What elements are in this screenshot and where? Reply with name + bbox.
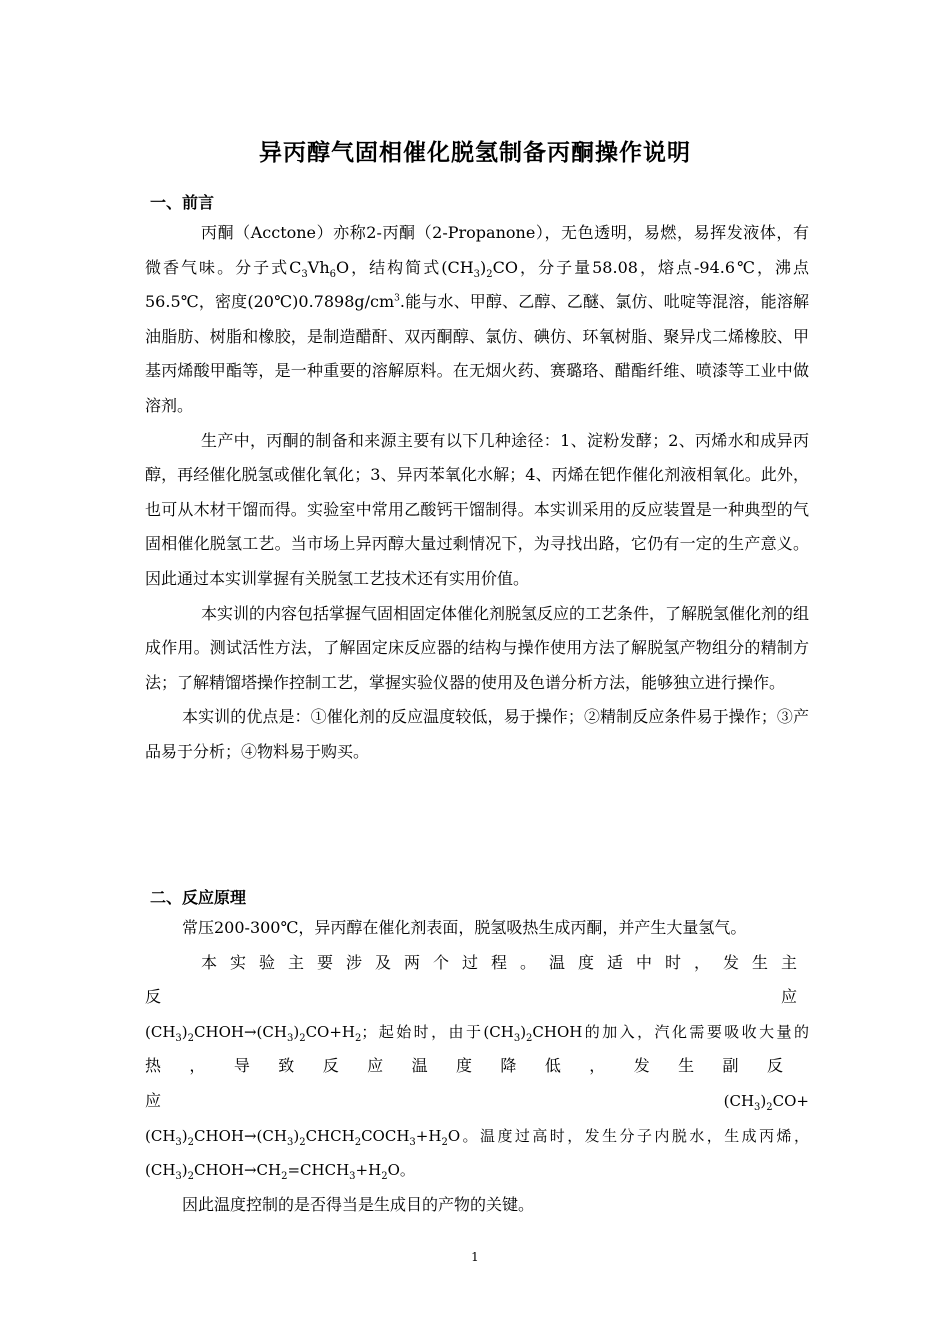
section-heading-preface: 一、前言 bbox=[150, 193, 215, 212]
principle-paragraph-2-line-1: 本实验主要涉及两个过程。温度适中时，发生主反应 bbox=[145, 952, 809, 1007]
principle-body bbox=[145, 911, 809, 1222]
preface-paragraph-1: 丙酮（Acctone）亦称2-丙酮（2-Propanone），无色透明，易燃，易挥发液体，有微香气味。分子式$C_3Vh_6O$，结构简式$(CH_3)_2CO$，分子量58.08，熔点-94.6℃，沸点56.5℃，密度$(20℃)0.7898g/cm^3$.能与水、甲醇、乙醇、乙醚、氯仿、吡啶等混溶，能溶解油脂肪、树脂和橡胶，是制造醋酐、双丙酮醇、氯仿、碘仿、环氧树脂、聚异戊二烯橡胶、甲基丙烯酸甲酯等，是一种重要的溶解原料。在无烟火药、赛璐珞、醋酯纤维、喷漆等工业中做溶剂。 bbox=[145, 223, 809, 415]
principle-paragraph-3: 因此温度控制的是否得当是生成目的产物的关键。 bbox=[182, 1194, 535, 1214]
preface-paragraph-4: 本实训的优点是：①催化剂的反应温度较低，易于操作；②精制反应条件易于操作；③产品易于分析；④物料易于购买。 bbox=[145, 707, 809, 761]
principle-paragraph-1: 常压200-300℃，异丙醇在催化剂表面，脱氢吸热生成丙酮，并产生大量氢气。 bbox=[182, 918, 747, 937]
preface-paragraph-3: 本实训的内容包括掌握气固相固定体催化剂脱氢反应的工艺条件，了解脱氢催化剂的组成作用。测试活性方法，了解固定床反应器的结构与操作使用方法了解脱氢产物组分的精制方法；了解精馏塔操作控制工艺，掌握实验仪器的使用及色谱分析方法，能够独立进行操作。 bbox=[145, 603, 810, 692]
reaction-side-line: 热，导致反应温度降低，发生副反应$(CH_3)_2CO+$ bbox=[145, 1056, 809, 1113]
page-number: 1 bbox=[471, 1250, 479, 1264]
reaction-side: $(CH_3)_2CHOH\to(CH_3)_2CHCH_2COCH_3+H_2O$。温度过高时，发生分子内脱水，生成丙烯， bbox=[145, 1126, 809, 1148]
section-heading-principle: 二、反应原理 bbox=[150, 888, 247, 907]
document-title: 异丙醇气固相催化脱氢制备丙酮操作说明 bbox=[259, 140, 691, 166]
preface-body bbox=[145, 216, 809, 770]
preface-paragraph-2: 生产中，丙酮的制备和来源主要有以下几种途径：1、淀粉发酵；2、丙烯水和成异丙醇，再经催化脱氢或催化氧化；3、异丙苯氧化水解；4、丙烯在钯作催化剂液相氧化。此外，也可从木材干馏而得。实验室中常用乙酸钙干馏制得。本实训采用的反应装置是一种典型的气固相催化脱氢工艺。当市场上异丙醇大量过剩情况下，为寻找出路，它仍有一定的生产意义。因此通过本实训掌握有关脱氢工艺技术还有实用价值。 bbox=[145, 430, 809, 588]
reaction-dehydration: $(CH_3)_2CHOH\to CH_2=CHCH_3+H_2O$。 bbox=[145, 1161, 415, 1183]
reaction-main: $(CH_3)_2CHOH\to(CH_3)_2CO+H_2$；起始时，由于$(CH_3)_2CHOH$的加入，汽化需要吸收大量的 bbox=[145, 1022, 809, 1044]
